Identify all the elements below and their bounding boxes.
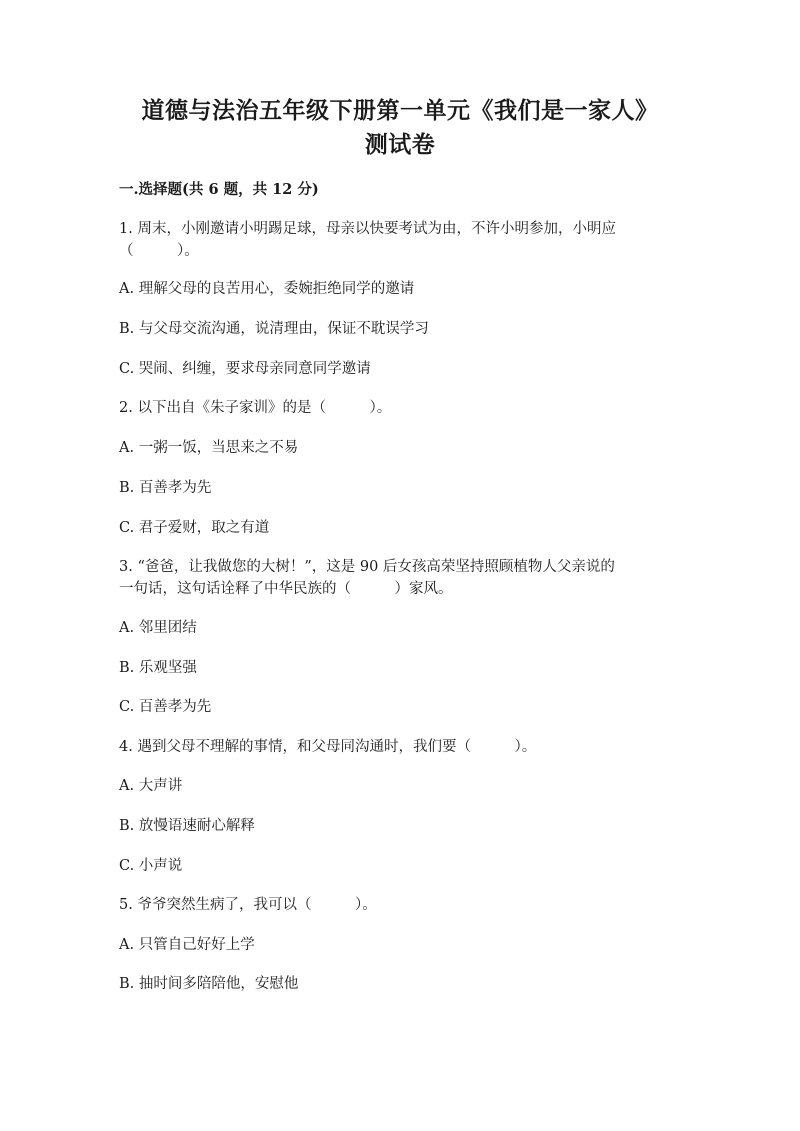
page-title: 道德与法治五年级下册第一单元《我们是一家人》 [141,97,659,124]
question-2-option-b: B. 百善孝为先 [119,480,212,496]
question-3-stem-line-1: 3. “爸爸，让我做您的大树！”，这是 90 后女孩高荣坚持照顾植物人父亲说的 [119,559,615,575]
question-1-stem-line-1: 1. 周末，小刚邀请小明踢足球，母亲以快要考试为由，不许小明参加，小明应 [119,221,616,237]
question-1-option-b: B. 与父母交流沟通，说清理由，保证不耽误学习 [119,321,429,337]
question-3-option-b: B. 乐观坚强 [119,660,197,676]
question-1-stem-line-2: （ ）。 [119,243,199,259]
question-1-option-a: A. 理解父母的良苦用心，委婉拒绝同学的邀请 [119,281,415,297]
section-heading: 一.选择题(共 6 题，共 12 分) [119,181,319,198]
question-3-stem-line-2: 一句话，这句话诠释了中华民族的（ ）家风。 [119,581,453,597]
question-3-option-a: A. 邻里团结 [119,620,197,636]
question-3-option-c: C. 百善孝为先 [119,699,212,715]
question-5-option-b: B. 抽时间多陪陪他，安慰他 [119,976,299,992]
question-5-stem-line-1: 5. 爷爷突然生病了，我可以（ ）。 [119,897,377,913]
page-subtitle: 测试卷 [364,131,436,158]
question-4-option-c: C. 小声说 [119,858,183,874]
question-2-stem-line-1: 2. 以下出自《朱子家训》的是（ ）。 [119,400,392,416]
question-4-option-b: B. 放慢语速耐心解释 [119,818,255,834]
question-2-option-a: A. 一粥一饭，当思来之不易 [119,440,299,456]
question-4-option-a: A. 大声讲 [119,778,183,794]
question-5-option-a: A. 只管自己好好上学 [119,937,255,953]
question-2-option-c: C. 君子爱财，取之有道 [119,520,270,536]
question-4-stem-line-1: 4. 遇到父母不理解的事情，和父母同沟通时，我们要（ ）。 [119,739,537,755]
question-1-option-c: C. 哭闹、纠缠，要求母亲同意同学邀请 [119,361,371,377]
